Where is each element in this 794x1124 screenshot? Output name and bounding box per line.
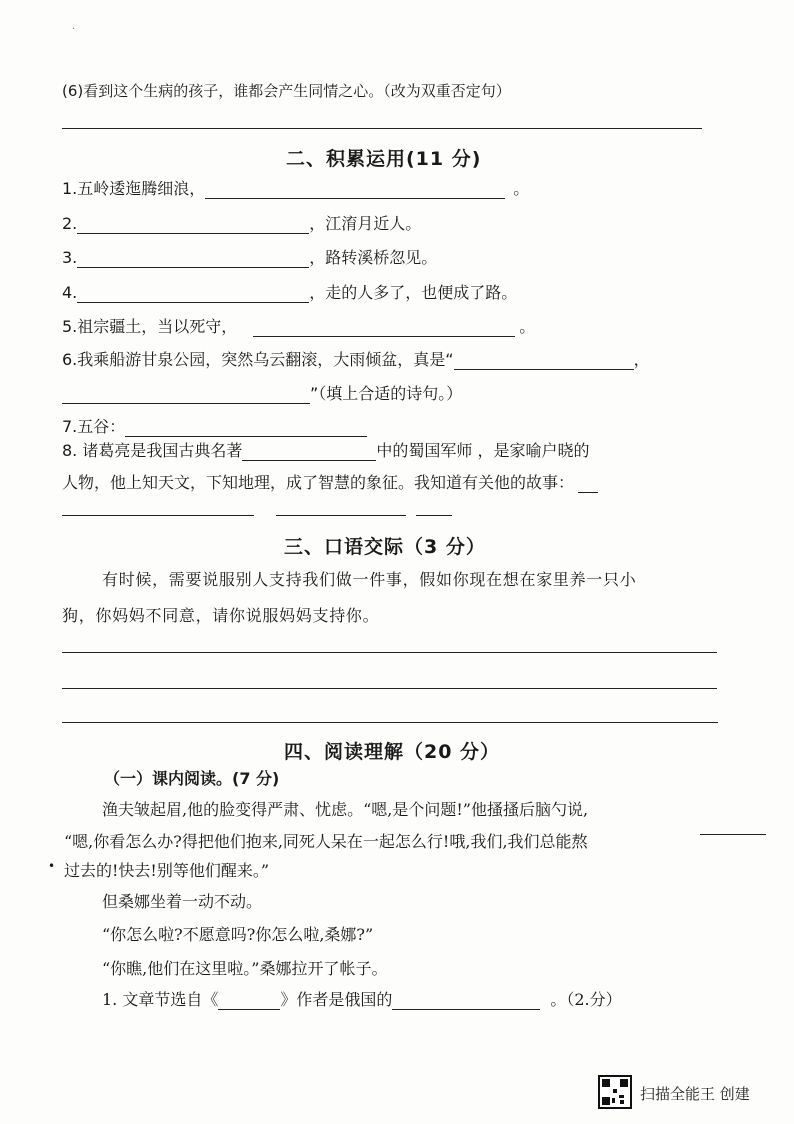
s2-item-8-story-line-2[interactable] xyxy=(276,515,406,516)
s2-item-6-blank-2[interactable] xyxy=(62,385,310,404)
qr-code-icon xyxy=(598,1075,632,1109)
s2-item-4-text: ，走的人多了，也便成了路。 xyxy=(309,283,518,302)
s2-item-8-line2 xyxy=(62,470,598,493)
s4-question-1 xyxy=(102,987,622,1010)
section-3-heading: 三、口语交际（3 分） xyxy=(284,536,486,558)
s2-item-8-blank-story-start[interactable] xyxy=(578,474,598,493)
s4-q1-blank-author[interactable] xyxy=(392,991,540,1010)
s2-item-6-comma: ， xyxy=(633,350,650,369)
s4-stray-pen-mark xyxy=(700,834,766,835)
s2-item-4 xyxy=(62,280,517,303)
s4-passage-p3: 过去的!快去!别等他们醒来。” xyxy=(64,861,270,880)
s4-pen-dot: • xyxy=(48,859,56,873)
s4-q1-text-b: 》作者是俄国的 xyxy=(280,990,393,1009)
s3-answer-line-1[interactable] xyxy=(62,652,717,653)
s2-item-2-text: ，江淯月近人。 xyxy=(309,214,422,233)
s4-q1-blank-title[interactable] xyxy=(218,991,280,1010)
section-2-heading: 二、积累运用(11 分) xyxy=(286,148,482,170)
s4-passage-p4: 但桑娜坐着一动不动。 xyxy=(102,892,263,911)
s4-q1-text-a: 1. 文章节选自《 xyxy=(102,990,219,1009)
s2-item-8-blank-book[interactable] xyxy=(242,442,376,461)
s2-item-3-num: 3. xyxy=(62,248,78,267)
question-6-text: (6)看到这个生病的孩子，谁都会产生同情之心。（改为双重否定句） xyxy=(62,82,511,100)
s4-subsection-1: （一）课内阅读。(7 分) xyxy=(104,769,280,788)
s2-item-6-blank-1[interactable] xyxy=(454,351,634,370)
s4-q1-text-c: 。（2.分） xyxy=(550,990,622,1009)
answer-line-q6[interactable] xyxy=(62,128,702,129)
s4-passage-p6: “你瞧,他们在这里啦。”桑娜拉开了帐子。 xyxy=(102,959,388,978)
s4-passage-p1: 渔夫皱起眉,他的脸变得严肃、忧虑。“嗯,是个问题!”他搔搔后脑勺说, xyxy=(102,800,589,819)
s2-item-7-blank[interactable] xyxy=(125,418,367,437)
scanner-watermark-label: 扫描全能王 创建 xyxy=(640,1085,750,1103)
s2-item-8-line1 xyxy=(62,438,589,461)
s2-item-5-blank[interactable] xyxy=(253,318,515,337)
s2-item-6-line1 xyxy=(62,347,650,370)
s3-prompt-line-2: 狗，你妈妈不同意，请你说服妈妈支持你。 xyxy=(62,606,380,625)
s2-item-5-text: 5.祖宗疆土，当以死守， xyxy=(62,317,238,336)
s2-item-2-blank[interactable] xyxy=(77,215,309,234)
s4-passage-p2: “嗯,你看怎么办?得把他们抱来,同死人呆在一起怎么行!哦,我们,我们总能熬 xyxy=(64,832,588,851)
s2-item-3-blank[interactable] xyxy=(77,249,309,268)
s2-item-8-text-b: 中的蜀国军师 ，是家喻户晓的 xyxy=(376,441,590,460)
s2-item-8-story-line-3[interactable] xyxy=(416,515,452,516)
s3-answer-line-2[interactable] xyxy=(62,688,717,689)
s3-answer-line-3[interactable] xyxy=(62,722,718,723)
s4-passage-p5: “你怎么啦?不愿意吗?你怎么啦,桑娜?” xyxy=(102,925,374,944)
s2-item-5 xyxy=(62,314,535,337)
corner-mark: · xyxy=(72,24,76,35)
s2-item-2-num: 2. xyxy=(62,214,78,233)
s2-item-1 xyxy=(62,176,529,199)
s2-item-2 xyxy=(62,211,421,234)
section-4-heading: 四、阅读理解（20 分） xyxy=(284,741,501,763)
s2-item-5-end: 。 xyxy=(519,317,536,336)
s2-item-6-hint: ”（填上合适的诗句。） xyxy=(310,384,463,403)
s2-item-1-blank[interactable] xyxy=(205,180,505,199)
s3-prompt-line-1: 有时候，需要说服别人支持我们做一件事，假如你现在想在家里养一只小 xyxy=(102,570,637,589)
s2-item-7-text: 7.五谷： xyxy=(62,417,126,436)
s2-item-3-text: ，路转溪桥忽见。 xyxy=(309,248,438,267)
s2-item-4-num: 4. xyxy=(62,283,78,302)
s2-item-6-text: 6.我乘船游甘泉公园，突然乌云翻滚，大雨倾盆，真是“ xyxy=(62,350,454,369)
s2-item-3 xyxy=(62,245,437,268)
s2-item-1-text: 1.五岭逶迤腾细浪， xyxy=(62,179,206,198)
s2-item-8-story-line-1[interactable] xyxy=(62,515,254,516)
s2-item-8-text-a: 8. 诸葛亮是我国古典名著 xyxy=(62,441,243,460)
s2-item-4-blank[interactable] xyxy=(77,284,309,303)
s2-item-1-end: 。 xyxy=(513,179,530,198)
s2-item-7 xyxy=(62,414,367,437)
s2-item-6-line2 xyxy=(62,381,462,404)
s2-item-8-text-c: 人物，他上知天文，下知地理，成了智慧的象征。我知道有关他的故事： xyxy=(62,473,575,492)
